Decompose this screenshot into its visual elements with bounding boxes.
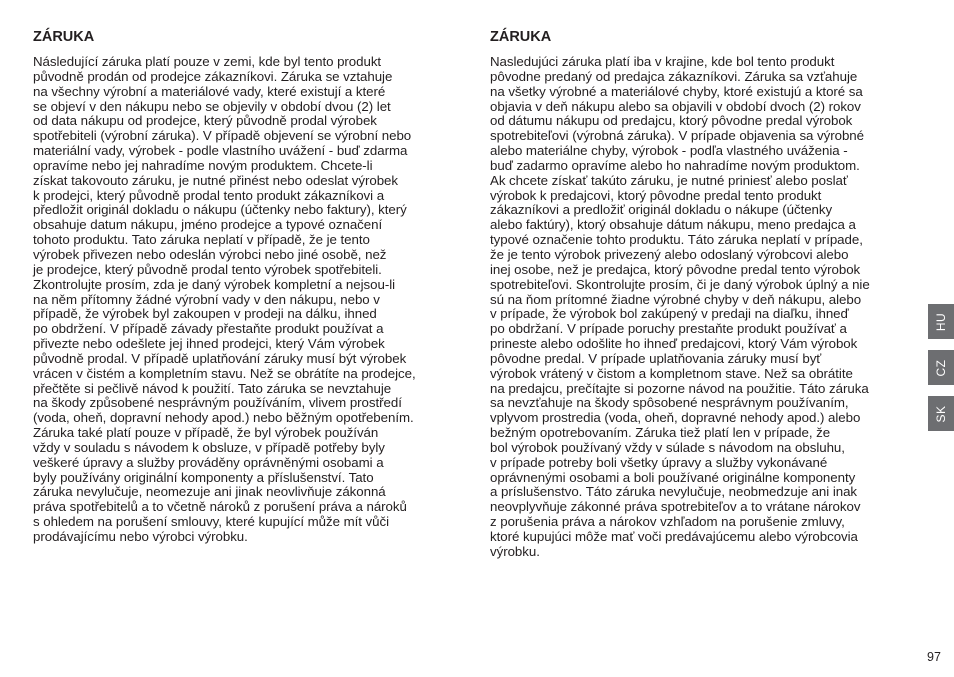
- text-line-sk: prineste alebo odošlite ho ihneď predajcovi, ktorý Vám výrobok: [490, 336, 858, 352]
- text-line-sk: objavia v deň nákupu alebo sa objavili v období dvoch (2) rokov: [490, 98, 861, 114]
- text-line-cz: prodávajícímu nebo výrobci výrobku.: [33, 529, 248, 544]
- text-line-sk: od dátumu nákupu od predajcu, ktorý pôvodne predal výrobok: [490, 113, 853, 129]
- warranty-text-cz: [33, 55, 473, 545]
- text-line-cz: po obdržení. V případě závady přestaňte produkt používat a: [33, 321, 384, 337]
- text-line-cz: vždy v souladu s návodem k obsluze, v případě potřeby byly: [33, 439, 385, 455]
- text-line-sk: oprávnenými osobami a boli používané originálne komponenty: [490, 469, 856, 485]
- text-line-sk: buď zadarmo opravíme alebo ho nahradíme novým produktom.: [490, 157, 860, 173]
- text-line-cz: přečtěte si pečlivě návod k použití. Tato záruka se nevztahuje: [33, 380, 392, 396]
- text-line-cz: veškeré úpravy a služby prováděny oprávněnými osobami a: [33, 454, 384, 470]
- warranty-text-sk: [490, 55, 930, 560]
- text-line-sk: zákazníkovi a predložiť originál dokladu o nákupe (účtenky: [490, 202, 833, 218]
- text-line-sk: výrobok k predajcovi, ktorý pôvodne predal tento produkt: [490, 187, 822, 203]
- language-tab-hu[interactable]: [928, 304, 954, 339]
- text-line-sk: v prípade potreby boli všetky úpravy a služby vykonávané: [490, 454, 828, 470]
- text-line-cz: Zkontrolujte prosím, zda je daný výrobek kompletní a nejsou-li: [33, 276, 396, 292]
- text-line-cz: obsahuje datum nákupu, jméno prodejce a typové označení: [33, 217, 383, 233]
- text-line-cz: na škody způsobené nesprávným používáním, vlivem prostředí: [33, 395, 402, 411]
- text-line-sk: pôvodne predal. V prípade uplatňovania záruky musí byť: [490, 350, 822, 366]
- text-line-cz: záruka nevylučuje, neomezuje ani jinak neovlivňuje zákonná: [33, 484, 386, 500]
- text-line-sk: bol výrobok používaný vždy v súlade s návodom na obsluhu,: [490, 439, 845, 455]
- text-line-sk: sa nevzťahuje na škody spôsobené nesprávnym používaním,: [490, 395, 849, 411]
- text-line-sk: na predajcu, prečítajte si pozorne návod na použitie. Táto záruka: [490, 380, 869, 396]
- text-line-sk: výrobku.: [490, 543, 540, 559]
- text-line-sk: na všetky výrobné a materiálové chyby, ktoré existujú a ktoré sa: [490, 83, 863, 99]
- text-line-sk: typové označenie tohto produktu. Táto záruka neplatí v prípade,: [490, 232, 863, 248]
- warranty-column-sk: [490, 27, 930, 560]
- text-line-cz: přivezte nebo odešlete jej ihned prodejci, který Vám výrobek: [33, 336, 385, 352]
- page-number: 97: [927, 650, 941, 664]
- text-line-cz: opravíme nebo jej nahradíme novým produktem. Chcete-li: [33, 157, 373, 173]
- text-line-cz: od data nákupu od prodejce, který původně prodal výrobek: [33, 113, 377, 129]
- text-line-cz: je prodejce, který původně prodal tento výrobek spotřebiteli.: [33, 261, 382, 277]
- text-line-cz: se objeví v den nákupu nebo se objevily v období dvou (2) let: [33, 98, 391, 114]
- text-line-cz: s ohledem na porušení smlouvy, které kupující může mít vůči: [33, 514, 389, 530]
- text-line-cz: získat takovouto záruku, je nutné přinést nebo odeslat výrobek: [33, 172, 398, 188]
- text-line-cz: Následující záruka platí pouze v zemi, kde byl tento produkt: [33, 54, 382, 69]
- text-line-sk: sú na ňom prítomné žiadne výrobné chyby v deň nákupu, alebo: [490, 291, 862, 307]
- language-tab-label: CZ: [934, 359, 948, 376]
- text-line-sk: a príslušenstvo. Táto záruka nevylučuje, neobmedzuje ani inak: [490, 484, 858, 500]
- language-tab-sk[interactable]: [928, 396, 954, 431]
- text-line-cz: (voda, oheň, dopravní nehody apod.) nebo běžným opotřebením.: [33, 410, 414, 426]
- text-line-sk: Ak chcete získať takúto záruku, je nutné priniesť alebo poslať: [490, 172, 848, 188]
- text-line-sk: alebo materiálne chyby, výrobok - podľa vlastného uváženia -: [490, 143, 848, 159]
- text-line-cz: práva spotřebitelů a to včetně nároků z porušení práva a nároků: [33, 499, 407, 515]
- text-line-sk: že je tento výrobok privezený alebo odoslaný výrobcovi alebo: [490, 246, 849, 262]
- text-line-sk: spotrebiteľovi. Skontrolujte prosím, či je daný výrobok úplný a nie: [490, 276, 870, 292]
- text-line-cz: na něm přítomny žádné výrobní vady v den nákupu, nebo v: [33, 291, 380, 307]
- text-line-cz: spotřebiteli (výrobní záruka). V případě objevení se výrobní nebo: [33, 128, 412, 144]
- text-line-cz: materiální vady, výrobek - podle vlastního uvážení - buď zdarma: [33, 143, 408, 159]
- text-line-sk: spotrebiteľovi (výrobná záruka). V prípade objavenia sa výrobné: [490, 128, 864, 144]
- text-line-cz: Záruka také platí pouze v případě, že byl výrobek používán: [33, 425, 379, 441]
- text-line-sk: z porušenia práva a nárokov vzhľadom na porušenie zmluvy,: [490, 514, 845, 530]
- text-line-sk: alebo faktúry), ktorý obsahuje dátum nákupu, meno predajca a: [490, 217, 856, 233]
- text-line-sk: pôvodne predaný od predajca zákazníkovi. Záruka sa vzťahuje: [490, 68, 858, 84]
- language-tab-label: SK: [934, 404, 948, 423]
- warranty-column-cz: [33, 27, 473, 545]
- text-line-cz: předložit originál dokladu o nákupu (účtenky nebo faktury), který: [33, 202, 407, 218]
- text-line-cz: původně prodal. V případě uplatňování záruky musí být výrobek: [33, 350, 407, 366]
- text-line-cz: případě, že výrobek byl zakoupen v prodeji na dálku, ihned: [33, 306, 377, 322]
- text-line-cz: původně prodán od prodejce zákazníkovi. Záruka se vztahuje: [33, 68, 393, 84]
- text-line-cz: vrácen v čistém a kompletním stavu. Než se obrátíte na prodejce,: [33, 365, 416, 381]
- text-line-cz: k prodejci, který původně prodal tento produkt zákazníkovi a: [33, 187, 385, 203]
- text-line-sk: výrobok vrátený v čistom a kompletnom stave. Než sa obrátite: [490, 365, 853, 381]
- text-line-sk: v prípade, že výrobok bol zakúpený v predaji na diaľku, ihneď: [490, 306, 849, 322]
- text-line-sk: Nasledujúci záruka platí iba v krajine, kde bol tento produkt: [490, 54, 835, 69]
- text-line-sk: neovplyvňuje zákonné práva spotrebiteľov a to vrátane nárokov: [490, 499, 861, 515]
- text-line-sk: po obdržaní. V prípade poruchy prestaňte produkt používať a: [490, 321, 847, 337]
- language-tab-label: HU: [934, 312, 948, 331]
- text-line-sk: ktoré kupujúci môže mať voči predávajúcemu alebo výrobcovia: [490, 529, 858, 544]
- text-line-sk: bežným opotrebovaním. Záruka tiež platí len v prípade, že: [490, 425, 831, 441]
- text-line-cz: na všechny výrobní a materiálové vady, které existují a které: [33, 83, 386, 99]
- language-tab-cz[interactable]: [928, 350, 954, 385]
- text-line-sk: vplyvom prostredia (voda, oheň, dopravné nehody apod.) alebo: [490, 410, 861, 426]
- text-line-cz: výrobek přivezen nebo odeslán výrobci nebo jiné osobě, než: [33, 246, 387, 262]
- warranty-heading-cz: ZÁRUKA: [33, 29, 95, 45]
- text-line-cz: byly používány originální komponenty a příslušenství. Tato: [33, 469, 374, 485]
- warranty-heading-sk: ZÁRUKA: [490, 29, 552, 45]
- text-line-sk: inej osobe, než je predajca, ktorý pôvodne predal tento výrobok: [490, 261, 861, 277]
- text-line-cz: tohoto produktu. Tato záruka neplatí v případě, že je tento: [33, 232, 370, 248]
